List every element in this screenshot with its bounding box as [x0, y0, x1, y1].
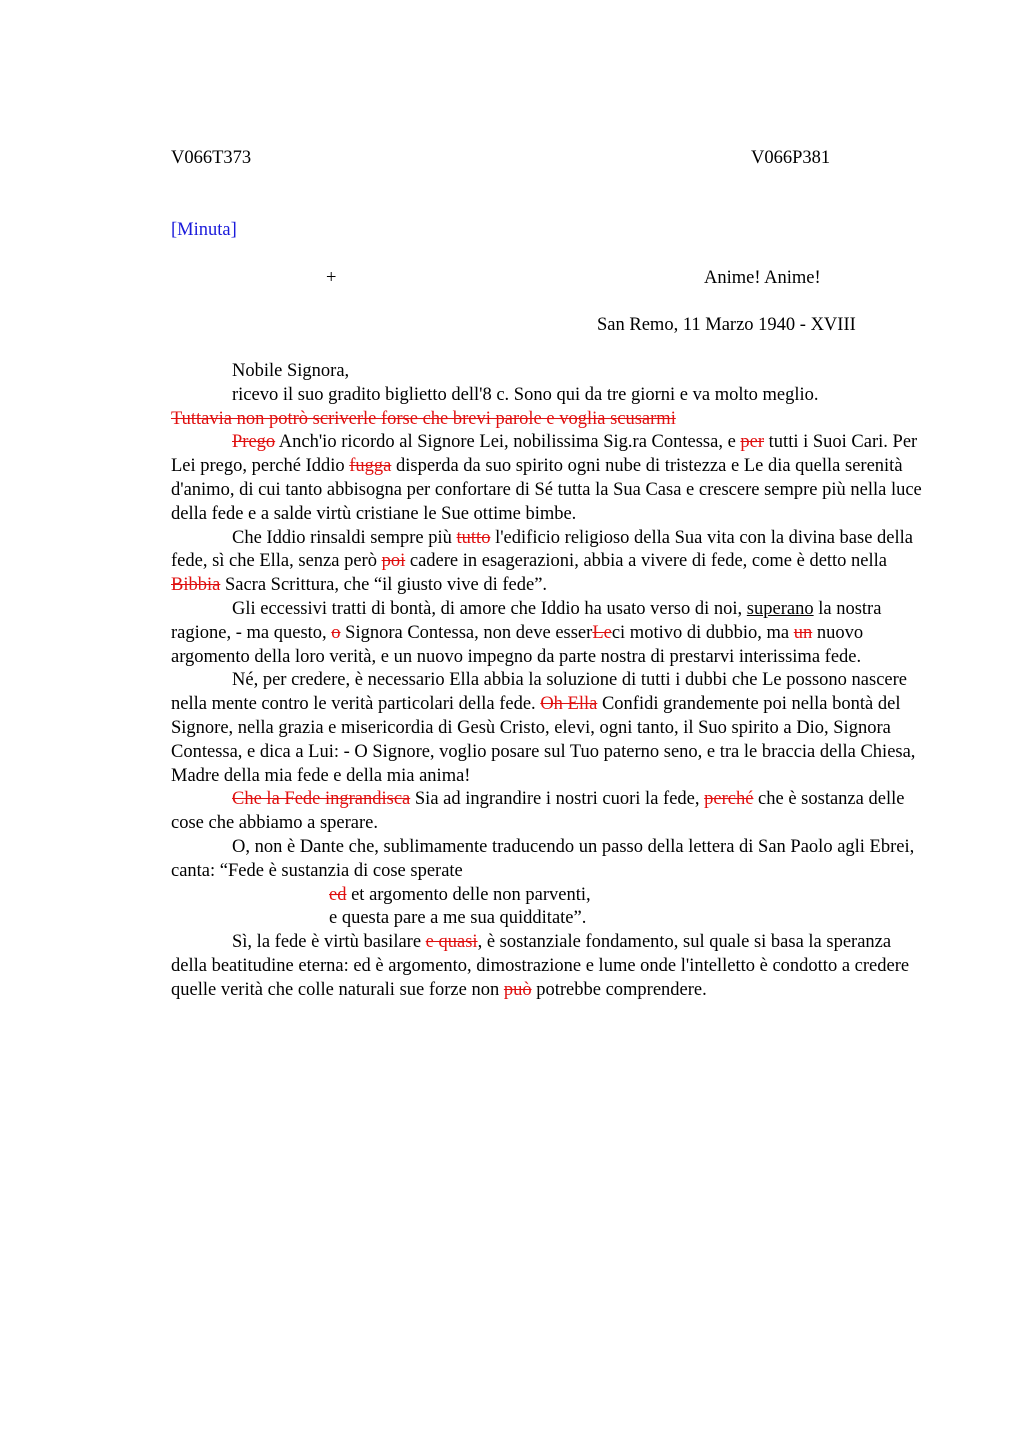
document-code-right: V066P381 [751, 148, 831, 168]
document-code-left: V066T373 [171, 148, 252, 168]
deleted-text: Che la Fede ingrandisca [232, 789, 411, 810]
deleted-text: poi [381, 551, 406, 572]
paragraph-5: Né, per credere, è necessario Ella abbia la soluzione di tutti i dubbi che Le possono nascere nella mente contro le verità particolari della fede. Oh Ella Confidi grandemente poi nella bontà del Signore, nella grazia e misericordia di Gesù Cristo, elevi, ogni tanto, il Suo spirito a Dio, Signora Contessa, e dica a Lui: - O Signore, voglio posare sul Tuo paterno seno, e tra le braccia della Chiesa, Madre della mia fede e della mia anima! [171, 670, 916, 786]
paragraph-8: Sì, la fede è virtù basilare e quasi, è sostanziale fondamento, sul quale si basa la speranza della beatitudine eterna: ed è argomento, dimostrazione e lume onde l'intelletto è condotto a credere quelle verità che colle naturali sue forze non può potrebbe comprendere. [171, 932, 910, 1000]
deleted-text: Bibbia [171, 575, 221, 596]
verse-line-2: e questa pare a me sua quidditate”. [329, 908, 587, 929]
minuta-label: [Minuta] [171, 220, 237, 240]
deleted-text: Prego [232, 432, 276, 453]
paragraph-6: Che la Fede ingrandisca Sia ad ingrandire i nostri cuori la fede, perché che è sostanza delle cose che abbiamo a sperare. [171, 789, 905, 834]
deleted-text: per [740, 432, 765, 453]
letter-body [171, 360, 931, 1003]
salutation: Nobile Signora, [232, 361, 350, 381]
deleted-text: Le [592, 622, 612, 643]
underlined-text: superano [746, 598, 814, 619]
deleted-text: un [793, 622, 813, 643]
cross-mark: + [326, 268, 337, 288]
place-date: San Remo, 11 Marzo 1940 - XVIII [597, 315, 856, 335]
paragraph-7: O, non è Dante che, sublimamente traducendo un passo della lettera di San Paolo agli Ebrei, canta: “Fede è sustanzia di cose sperate [171, 836, 915, 881]
deleted-text: o [331, 622, 341, 643]
paragraph-2: Prego Anch'io ricordo al Signore Lei, nobilissima Sig.ra Contessa, e per tutti i Suoi Cari. Per Lei prego, perché Iddio fugga disperda da suo spirito ogni nube di tristezza e Le dia quella serenità d'animo, di cui tanto abbisogna per confortare di Sé tutta la Sua Casa e crescere sempre più nella luce della fede e a salde virtù cristiane le Sue ottime bimbe. [171, 432, 922, 524]
deleted-text: può [503, 979, 532, 1000]
deleted-text: tutto [456, 527, 491, 548]
deleted-text: fugga [349, 456, 392, 477]
deleted-text: perché [704, 789, 754, 810]
deleted-text: e quasi [425, 932, 478, 953]
deleted-text: Oh Ella [540, 694, 598, 715]
paragraph-1: ricevo il suo gradito biglietto dell'8 c. Sono qui da tre giorni e va molto meglio. [232, 384, 819, 405]
deleted-text: ed [329, 884, 347, 905]
paragraph-4: Gli eccessivi tratti di bontà, di amore che Iddio ha usato verso di noi, superano la nostra ragione, - ma questo, o Signora Contessa, non deve esserLeci motivo di dubbio, ma un nuovo argomento della loro verità, e un nuovo impegno da parte nostra di prestarvi interissima fede. [171, 598, 882, 667]
verse-line-1: ed et argomento delle non parventi, [329, 884, 591, 905]
deleted-text: Tuttavia non potrò scriverle forse che brevi parole e voglia scusarmi [171, 408, 676, 429]
paragraph-1-deleted [171, 408, 931, 432]
motto: Anime! Anime! [704, 268, 821, 288]
paragraph-3: Che Iddio rinsaldi sempre più tutto l'edificio religioso della Sua vita con la divina base della fede, sì che Ella, senza però poi cadere in esagerazioni, abbia a vivere di fede, come è detto nella Bibbia Sacra Scrittura, che “il giusto vive di fede”. [171, 527, 913, 596]
